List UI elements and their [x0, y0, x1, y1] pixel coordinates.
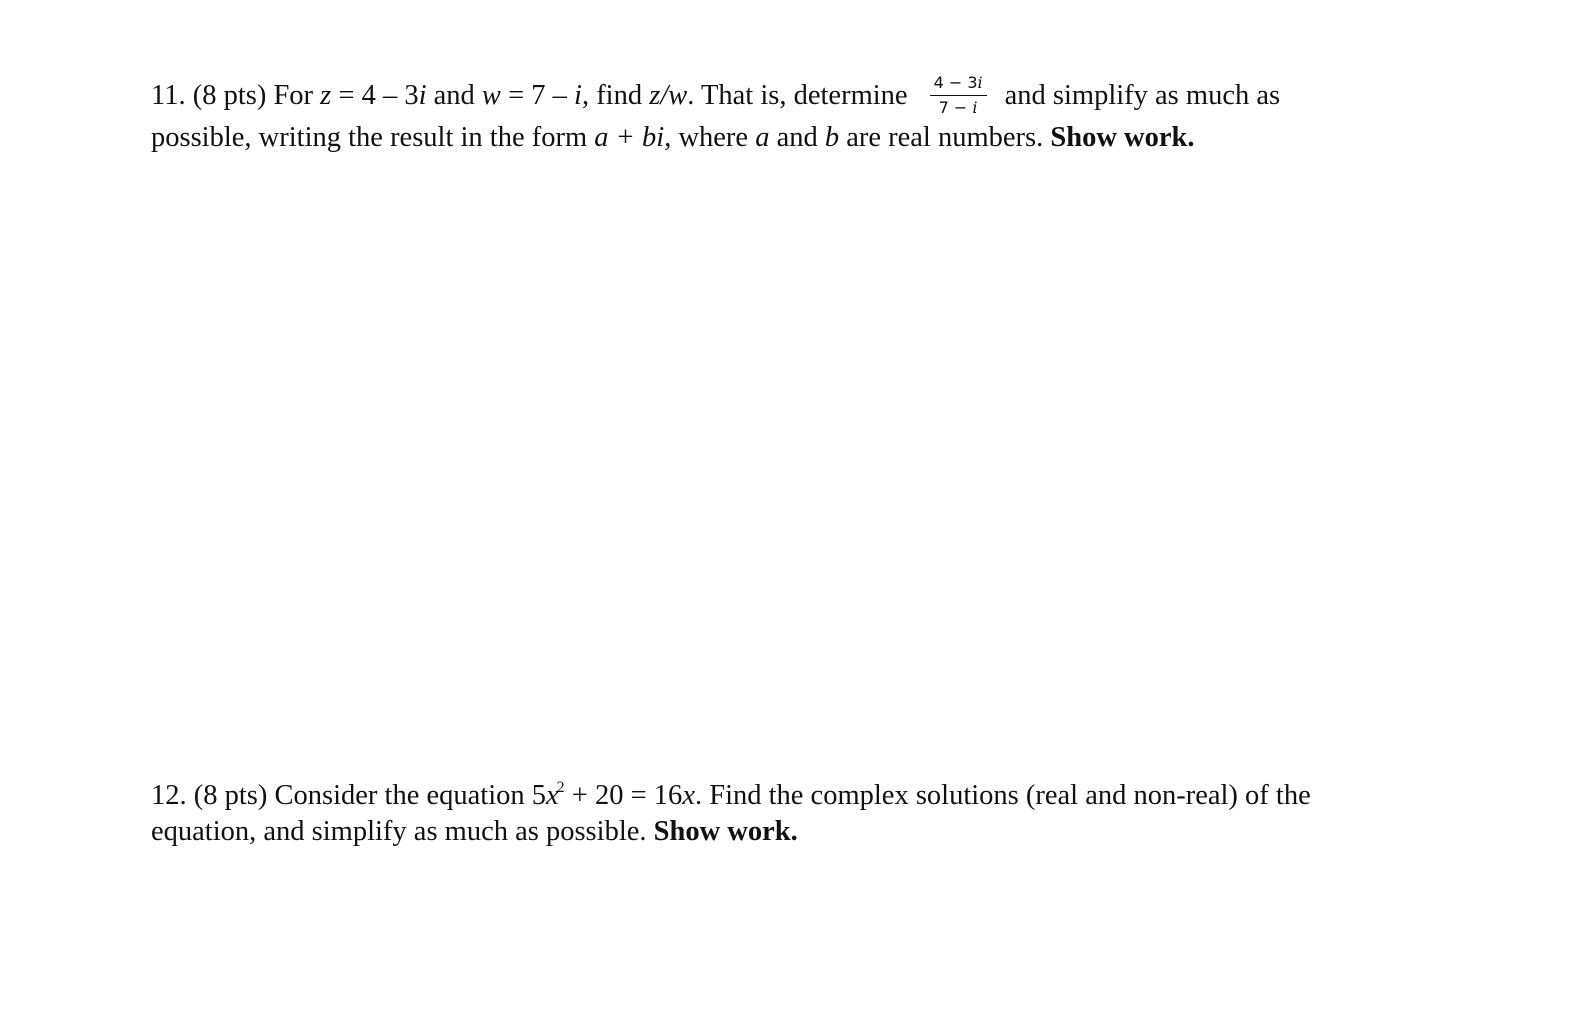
numerator-text: 4 − 3 — [933, 72, 978, 92]
equation-text: = 7 – — [500, 80, 575, 111]
problem-points: (8 pts) — [192, 80, 267, 111]
problem-text: and — [426, 80, 482, 111]
fraction-numerator — [930, 74, 987, 96]
equation-text: + 20 = 16 — [564, 780, 683, 811]
problem-text: For — [273, 80, 314, 111]
exponent: 2 — [556, 779, 565, 796]
problem-text: and simplify as much as — [1004, 80, 1281, 111]
fraction — [930, 74, 987, 117]
variable-x: x — [546, 780, 559, 811]
problem-11-line-1 — [151, 72, 1431, 117]
problem-text: equation, and simplify as much as possible. — [151, 816, 654, 847]
variable-w: w — [481, 80, 501, 111]
imaginary-unit: i — [977, 72, 983, 92]
equation-coefficient: 5 — [531, 780, 546, 811]
problem-text: . Find the complex solutions (real and non-real) of the — [694, 780, 1311, 811]
quotient-expression: z/w — [649, 80, 688, 111]
imaginary-unit: i — [574, 80, 582, 111]
variable-a: a — [755, 122, 770, 153]
problem-11-line-2 — [151, 117, 1431, 159]
equation-text: = 4 – 3 — [331, 80, 419, 111]
problem-text: Consider the equation — [274, 780, 532, 811]
problem-12-line-2 — [151, 814, 1431, 850]
problem-text: , find — [581, 80, 650, 111]
problem-points: (8 pts) — [193, 780, 268, 811]
imaginary-unit: i — [418, 80, 427, 111]
show-work-instruction: Show work. — [1050, 122, 1195, 153]
problem-text: . That is, determine — [687, 80, 908, 111]
imaginary-unit: i — [972, 97, 978, 117]
problem-12-line-1 — [151, 778, 1431, 814]
problem-number: 11. — [151, 80, 186, 111]
denominator-text: 7 − — [938, 97, 973, 117]
variable-b: b — [824, 122, 840, 153]
problem-text: , where — [664, 122, 756, 153]
problem-text: are real numbers. — [839, 122, 1051, 153]
problem-11 — [151, 72, 1431, 159]
variable-z: z — [320, 80, 332, 111]
problem-text: possible, writing the result in the form — [151, 122, 595, 153]
problem-number: 12. — [151, 780, 187, 811]
form-expression: a + bi — [594, 122, 665, 153]
variable-x: x — [682, 780, 695, 811]
problem-text: and — [769, 122, 825, 153]
show-work-instruction: Show work. — [653, 816, 798, 847]
problem-12 — [151, 778, 1431, 850]
fraction-denominator — [930, 96, 987, 117]
